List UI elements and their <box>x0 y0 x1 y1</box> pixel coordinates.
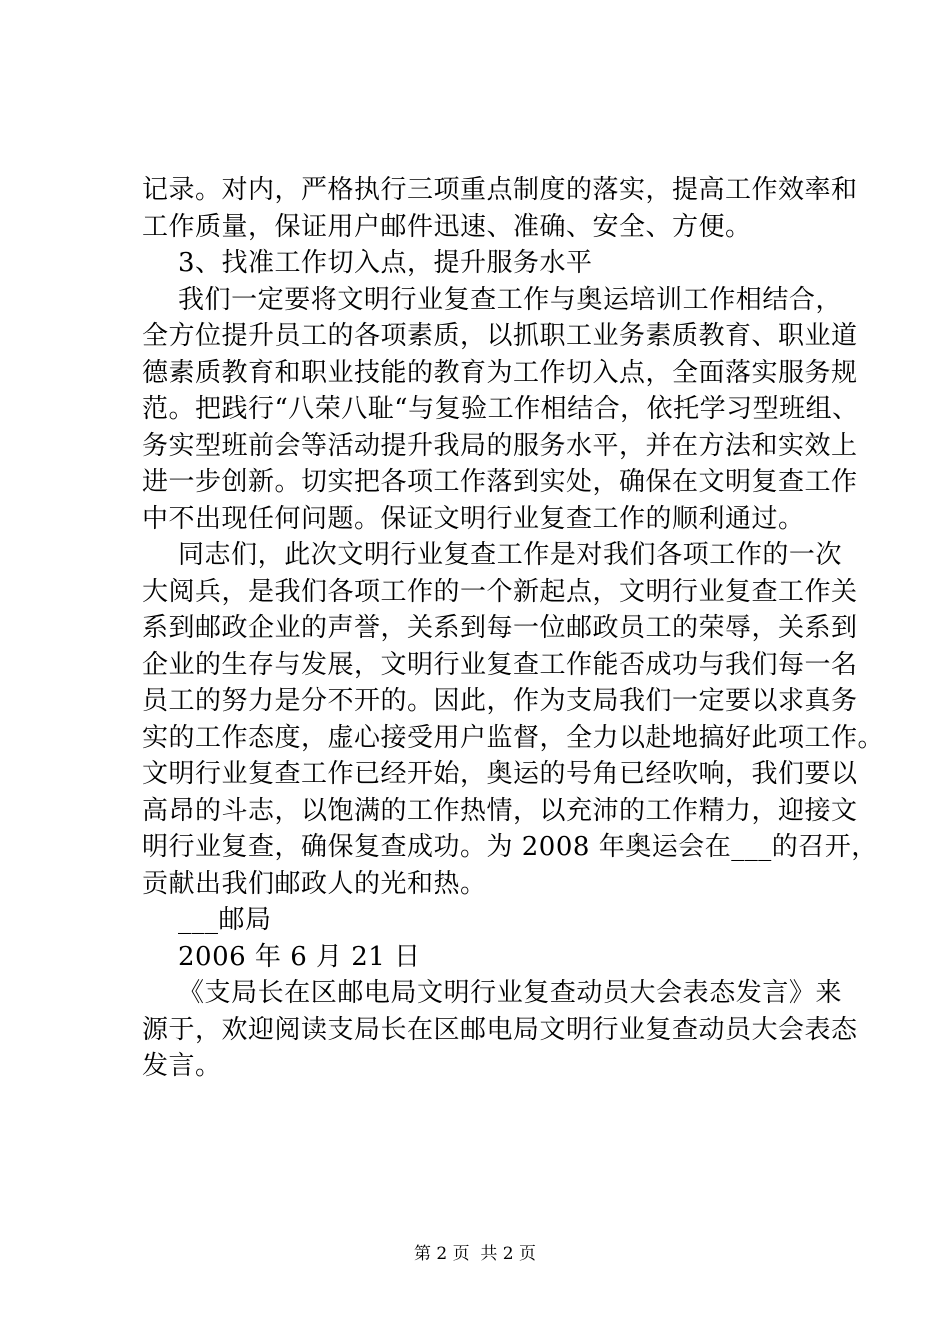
text-line: 员工的努力是分不开的。因此，作为支局我们一定要以求真务 <box>142 686 858 716</box>
text-line: 企业的生存与发展，文明行业复查工作能否成功与我们每一名 <box>142 649 858 680</box>
text-line: 务实型班前会等活动提升我局的服务水平，并在方法和实效上 <box>142 430 858 461</box>
section-heading: 3、找准工作切入点，提升服务水平 <box>178 248 593 278</box>
text-line: 进一步创新。切实把各项工作落到实处，确保在文明复查工作 <box>142 467 858 497</box>
text-line: 大阅兵，是我们各项工作的一个新起点，文明行业复查工作关 <box>142 576 858 607</box>
page-number-footer: 第 2 页 共 2 页 <box>413 1244 537 1264</box>
paragraph-first-line: 我们一定要将文明行业复查工作与奥运培训工作相结合， <box>178 284 842 315</box>
text-line: 系到邮政企业的声誉，关系到每一位邮政员工的荣辱，关系到 <box>142 613 858 643</box>
text-line: 记录。对内，严格执行三项重点制度的落实，提高工作效率和 <box>142 175 858 205</box>
text-line: 实的工作态度，虚心接受用户监督，全力以赴地搞好此项工作。 <box>142 722 885 753</box>
paragraph-first-line: 《支局长在区邮电局文明行业复查动员大会表态发言》来 <box>178 978 842 1008</box>
text-line: 文明行业复查工作已经开始，奥运的号角已经吹响，我们要以 <box>142 759 858 789</box>
signature-date: 2006 年 6 月 21 日 <box>178 941 421 972</box>
paragraph-first-line: 同志们，此次文明行业复查工作是对我们各项工作的一次 <box>178 540 842 570</box>
text-line: 贡献出我们邮政人的光和热。 <box>142 868 487 899</box>
text-line: 发言。 <box>142 1051 222 1081</box>
signature-org: ___邮局 <box>178 905 272 935</box>
text-line: 中不出现任何问题。保证文明行业复查工作的顺利通过。 <box>142 503 805 534</box>
text-line: 明行业复查，确保复查成功。为 2008 年奥运会在___的召开， <box>142 832 878 862</box>
document-body <box>142 172 885 1085</box>
text-line: 高昂的斗志，以饱满的工作热情，以充沛的工作精力，迎接文 <box>142 795 858 826</box>
text-line: 源于，欢迎阅读支局长在区邮电局文明行业复查动员大会表态 <box>142 1014 858 1045</box>
text-line: 德素质教育和职业技能的教育为工作切入点，全面落实服务规 <box>142 357 858 388</box>
text-line: 范。把践行“八荣八耻“与复验工作相结合，依托学习型班组、 <box>142 394 859 424</box>
text-line: 全方位提升员工的各项素质，以抓职工业务素质教育、职业道 <box>142 321 858 351</box>
text-line: 工作质量，保证用户邮件迅速、准确、安全、方便。 <box>142 211 752 242</box>
